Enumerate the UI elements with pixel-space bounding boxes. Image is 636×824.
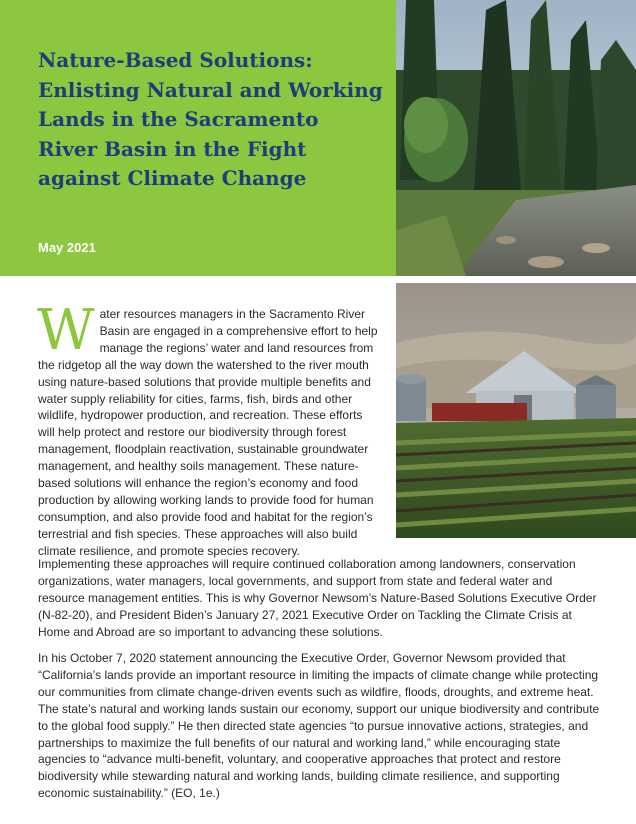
drop-cap: W	[37, 298, 95, 363]
body-paragraph: Implementing these approaches will require continued collaboration among landowners, conservation organizations, water managers, local governments, and support from state and federal water and resource management entities. This is why Governor Newsom’s Nature-Based Solutions Executive Order (N-82-20), and President Biden’s January 27, 2021 Executive Order on Tackling the Climate Crisis at Home and Abroad are so important to advancing these solutions.	[38, 557, 597, 639]
river-forest-photo	[396, 0, 636, 276]
page-title: Nature-Based Solutions: Enlisting Natural and Working Lands in the Sacramento River Basin in the Fight against Climate Change	[38, 48, 383, 190]
body-paragraph: In his October 7, 2020 statement announcing the Executive Order, Governor Newsom provided that “California’s lands provide an important resource in limiting the impacts of climate change while protecting our communities from climate change-driven events such as wildfire, floods, droughts, and extreme heat. The state’s natural and working lands sustain our economy, support our unique biodiversity and contribute to the global food supply.” He then directed state agencies “to pursue innovative actions, strategies, and partnerships to maximize the full benefits of our natural and working land,” while encouraging state agencies to “advance multi-benefit, voluntary, and cooperative approaches that protect and restore biodiversity while stewarding natural and working lands, building climate resilience, and supporting economic sustainability.” (EO, 1e.)	[38, 651, 600, 801]
barn-field-photo	[396, 283, 636, 538]
header-panel	[0, 0, 396, 276]
intro-text: ater resources managers in the Sacramento River Basin are engaged in a comprehensive effort to help manage the regions’ water and land resources from the ridgetop all the way down the watershed to the river mouth using nature-based solutions that provide multiple benefits and water supply reliability for cities, farms, fish, birds and other wildlife, hydropower production, and recreation. These efforts will help protect and restore our biodiversity through forest management, floodplain reactivation, sustainable groundwater management, and healthy soils management. These nature-based solutions will enhance the region’s economy and food production by allowing working lands to provide food for human consumption, and also provide food and habitat for the region’s terrestrial and fish species. These approaches will also build climate resilience, and promote species recovery.	[38, 307, 378, 558]
publication-date: May 2021	[38, 240, 96, 255]
intro-paragraph	[37, 298, 380, 560]
